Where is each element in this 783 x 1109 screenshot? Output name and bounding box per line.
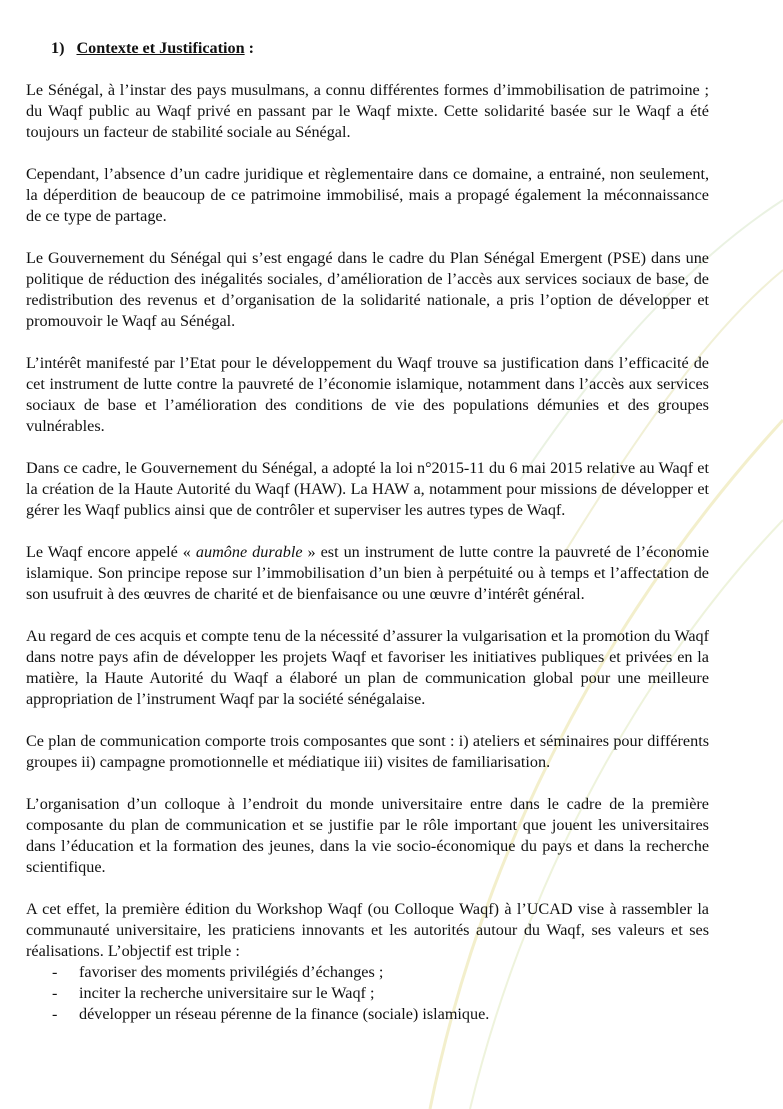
paragraph-government-pse: Le Gouvernement du Sénégal qui s’est engagé dans le cadre du Plan Sénégal Emergent (PSE) dans une politique de réduction des inégalités sociales, d’amélioration de l’accès aux services sociaux de base, de redistribution des revenus et d’organisation de la solidarité nationale, a pris l’option de développer et promouvoir le Waqf au Sénégal.	[26, 249, 709, 330]
aumone-text-after: » est un instrument de lutte contre la pauvreté de l’économie islamique. Son principe repose sur l’immobilisation d’un bien à perpétuité ou à temps et l’affectation de son usufruit à des œuvres de charité et de bienfaisance ou une œuvre d’intérêt général.	[26, 543, 709, 603]
list-item	[26, 962, 709, 983]
objectives-list	[26, 962, 709, 1025]
paragraph-aumone-durable	[26, 542, 709, 605]
aumone-text-before: Le Waqf encore appelé «	[26, 543, 196, 561]
section-number: 1)	[51, 39, 65, 57]
list-item-text: inciter la recherche universitaire sur le Waqf ;	[79, 984, 375, 1002]
paragraph-state-interest: L’intérêt manifesté par l’Etat pour le développement du Waqf trouve sa justification dans l’efficacité de cet instrument de lutte contre la pauvreté de l’économie islamique, notamment dans l’accès aux services sociaux de base et l’amélioration des conditions de vie des populations démunies et des groupes vulnérables.	[26, 354, 709, 435]
section-heading	[51, 38, 709, 59]
paragraph-legal-framework: Cependant, l’absence d’un cadre juridique et règlementaire dans ce domaine, a entrainé, non seulement, la déperdition de beaucoup de ce patrimoine immobilisé, mais a propagé également la méconnaissance de ce type de partage.	[26, 165, 709, 225]
section-title: Contexte et Justification	[76, 39, 245, 57]
section-title-colon: :	[244, 39, 255, 57]
paragraph-plan-components: Ce plan de communication comporte trois composantes que sont : i) ateliers et séminaires pour différents groupes ii) campagne promotionnelle et médiatique iii) visites de familiarisation.	[26, 732, 709, 771]
list-item	[26, 983, 709, 1004]
list-item	[26, 1004, 709, 1025]
list-item-text: favoriser des moments privilégiés d’échanges ;	[79, 963, 384, 981]
document-page	[26, 38, 709, 1025]
aumone-emphasis: aumône durable	[195, 543, 303, 561]
paragraph-colloquium: L’organisation d’un colloque à l’endroit du monde universitaire entre dans le cadre de la première composante du plan de communication et se justifie par le rôle important que jouent les universitaires dans l’éducation et la formation des jeunes, dans la vie socio-économique du pays et dans la recherche scientifique.	[26, 795, 709, 876]
paragraph-waqf-forms: Le Sénégal, à l’instar des pays musulmans, a connu différentes formes d’immobilisation de patrimoine ; du Waqf public au Waqf privé en passant par le Waqf mixte. Cette solidarité basée sur le Waqf a été toujours un facteur de stabilité sociale au Sénégal.	[26, 81, 709, 141]
list-item-text: développer un réseau pérenne de la finance (sociale) islamique.	[79, 1005, 490, 1023]
bullet-dash: -	[52, 963, 58, 981]
paragraph-workshop-objective: A cet effet, la première édition du Workshop Waqf (ou Colloque Waqf) à l’UCAD vise à rassembler la communauté universitaire, les praticiens innovants et les autorités autour du Waqf, ses valeurs et ses réalisations. L’objectif est triple :	[26, 900, 709, 960]
paragraph-law-haw: Dans ce cadre, le Gouvernement du Sénégal, a adopté la loi n°2015-11 du 6 mai 2015 relative au Waqf et la création de la Haute Autorité du Waqf (HAW). La HAW a, notamment pour missions de développer et gérer les Waqf publics ainsi que de contrôler et superviser les autres types de Waqf.	[26, 459, 709, 519]
bullet-dash: -	[52, 984, 58, 1002]
bullet-dash: -	[52, 1005, 58, 1023]
paragraph-communication-plan: Au regard de ces acquis et compte tenu de la nécessité d’assurer la vulgarisation et la promotion du Waqf dans notre pays afin de développer les projets Waqf et favoriser les initiatives publiques et privées en la matière, la Haute Autorité du Waqf a élaboré un plan de communication global pour une meilleure appropriation de l’instrument Waqf par la société sénégalaise.	[26, 627, 709, 708]
